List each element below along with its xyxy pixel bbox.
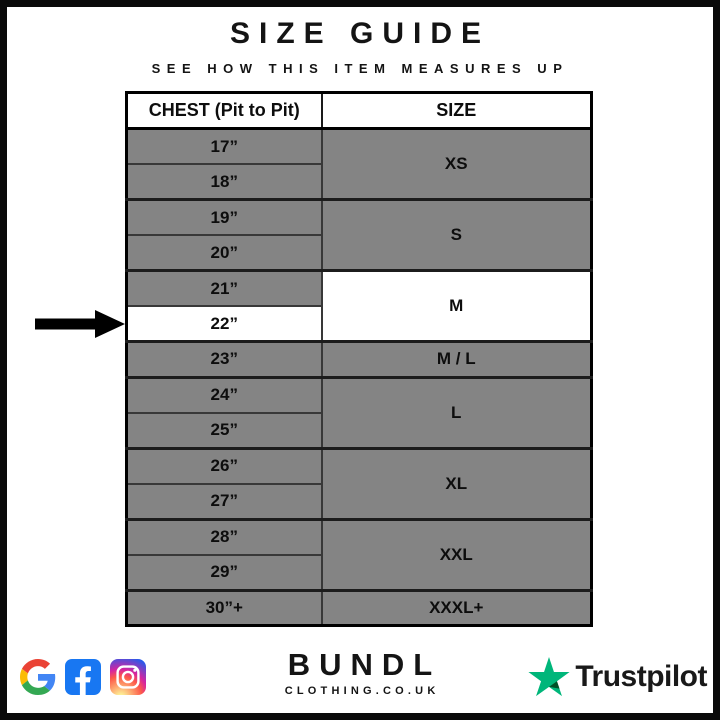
size-cell: M / L (322, 342, 592, 378)
chest-cell: 25” (127, 413, 322, 449)
chest-cell: 24” (127, 377, 322, 413)
chest-cell: 21” (127, 271, 322, 307)
table-row (127, 448, 592, 484)
page-subtitle: SEE HOW THIS ITEM MEASURES UP (151, 61, 569, 76)
trustpilot-logo (528, 657, 707, 697)
chest-cell: 17” (127, 129, 322, 165)
brand-name: BUNDL (287, 647, 442, 682)
size-cell: XS (322, 129, 592, 200)
size-table (125, 91, 593, 627)
facebook-icon (65, 659, 101, 695)
size-column-header: SIZE (322, 93, 592, 129)
chest-cell: 26” (127, 448, 322, 484)
table-row (127, 342, 592, 378)
chest-cell-highlighted: 22” (127, 306, 322, 342)
chest-cell: 30”+ (127, 590, 322, 626)
size-cell: L (322, 377, 592, 448)
table-row (127, 129, 592, 165)
chest-column-header: CHEST (Pit to Pit) (127, 93, 322, 129)
chest-cell: 28” (127, 519, 322, 555)
chest-cell: 27” (127, 484, 322, 520)
chest-cell: 19” (127, 200, 322, 236)
instagram-icon (110, 659, 146, 695)
trustpilot-label: Trustpilot (575, 660, 707, 693)
highlight-arrow-icon (35, 310, 125, 338)
size-cell: XL (322, 448, 592, 519)
table-row (127, 377, 592, 413)
table-row (127, 271, 592, 307)
size-cell: S (322, 200, 592, 271)
size-cell: XXXL+ (322, 590, 592, 626)
brand-domain: CLOTHING.CO.UK (284, 685, 440, 697)
table-row (127, 590, 592, 626)
page-title: SIZE GUIDE (229, 17, 491, 50)
table-row (127, 519, 592, 555)
chest-cell: 20” (127, 235, 322, 271)
brand-logo (284, 647, 442, 697)
chest-cell: 23” (127, 342, 322, 378)
chest-cell: 29” (127, 555, 322, 591)
table-header-row (127, 93, 592, 129)
trustpilot-star-icon (528, 657, 570, 697)
size-cell-highlighted: M (322, 271, 592, 342)
chest-cell: 18” (127, 164, 322, 200)
google-icon (20, 659, 56, 695)
table-row (127, 200, 592, 236)
social-icons (20, 659, 146, 695)
size-cell: XXL (322, 519, 592, 590)
